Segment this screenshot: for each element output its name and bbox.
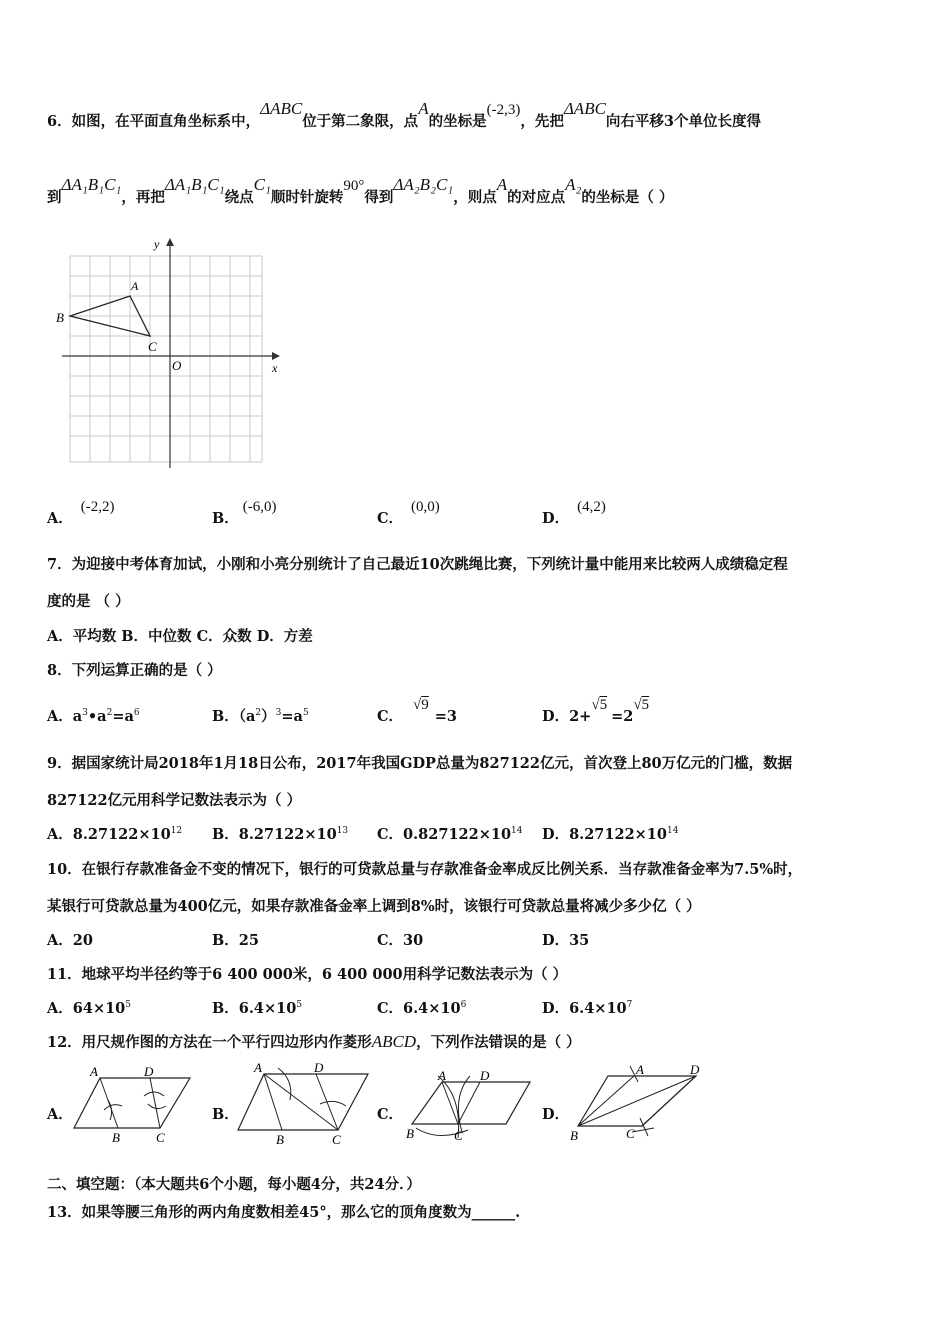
q12-stem: 12．用尺规作图的方法在一个平行四边形内作菱形ABCD，下列作法错误的是（ ） (47, 1032, 581, 1051)
q13: 13．如果等腰三角形的两内角度数相差45°，那么它的顶角度数为______. (47, 1204, 521, 1221)
q12-figure-d (568, 1060, 708, 1146)
label-y: y (154, 237, 160, 251)
q7-line2: 度的是 （ ） (47, 593, 130, 610)
q9-option-d[interactable]: D．$8.27122\times 10^{14}$ (542, 826, 679, 843)
q11-option-b[interactable]: B．$6.4\times 10^5$ (212, 1000, 303, 1017)
q10-option-d[interactable]: D．35 (542, 932, 590, 949)
svg-text:C: C (156, 1130, 165, 1145)
q8-option-d[interactable]: D．2+√5=2√5 (542, 697, 650, 725)
svg-text:B: B (570, 1128, 578, 1143)
label-x: x (272, 361, 278, 375)
q8-stem: 8．下列运算正确的是（ ） (47, 662, 222, 679)
q10-option-b[interactable]: B．25 (212, 932, 259, 949)
q8-option-b[interactable]: B．$(a^2)^3=a^5$ (212, 708, 309, 725)
svg-text:A: A (254, 1060, 262, 1075)
q12-figure-c (402, 1066, 532, 1146)
triangle-abc: ΔABC (260, 99, 303, 118)
radicand-5b: 5 (641, 697, 650, 713)
radicand-5a: 5 (599, 697, 608, 713)
q6-coordinate-figure (50, 236, 290, 472)
q6-option-a[interactable]: A．(-2,2) (47, 499, 115, 527)
rhombus-abcd: ABCD (371, 1032, 417, 1051)
label-origin: O (172, 358, 182, 373)
label-a: A (131, 279, 139, 293)
q12-option-d-label[interactable]: D． (542, 1106, 570, 1123)
q6-option-c[interactable]: C．(0,0) (377, 499, 440, 527)
q6-line1: 6．如图，在平面直角坐标系中，ΔABC位于第二象限，点A的坐标是(-2,3)，先把ΔABC向右平移3个单位长度得 (47, 99, 762, 130)
q12-figure-a (70, 1066, 200, 1146)
svg-text:D: D (690, 1062, 700, 1077)
svg-text:A: A (90, 1066, 98, 1079)
label-b: B (56, 310, 64, 325)
triangle-a1b1c1-2: ΔA₁B₁C₁ (164, 175, 225, 194)
q6-option-b[interactable]: B．(-6,0) (212, 499, 277, 527)
q12-figure-b (234, 1060, 374, 1146)
q12-option-a-label[interactable]: A． (47, 1106, 73, 1123)
svg-text:C: C (332, 1132, 341, 1146)
point-c1: C₁ (253, 175, 271, 194)
y-axis-arrow (166, 238, 174, 246)
angle-90: 90° (343, 178, 365, 194)
coord-a: (-2,3) (486, 102, 521, 118)
q6-line2: 到ΔA₁B₁C₁，再把ΔA₁B₁C₁绕点C₁顺时针旋转90°得到ΔA₂B₂C₁，则点A的对应点A₂的坐标是（ ） (47, 175, 674, 206)
q10-line1: 10．在银行存款准备金不变的情况下，银行的可贷款总量与存款准备金率成反比例关系．当存款准备金率为7.5%时， (47, 861, 803, 878)
q7-options[interactable]: A．平均数 B．中位数 C．众数 D．方差 (47, 628, 313, 645)
point-a: A (418, 99, 429, 118)
q11-stem: 11．地球平均半径约等于6 400 000米，6 400 000用科学记数法表示为（ ） (47, 966, 568, 983)
grid-lines (70, 256, 262, 462)
q11-option-c[interactable]: C．$6.4\times 10^6$ (377, 1000, 467, 1017)
triangle-abc-2: ΔABC (563, 99, 606, 118)
svg-text:B: B (276, 1132, 284, 1146)
q10-line2: 某银行可贷款总量为400亿元，如果存款准备金率上调到8%时，该银行可贷款总量将减少多少亿（ ） (47, 898, 701, 915)
svg-text:B: B (112, 1130, 120, 1145)
svg-text:D: D (480, 1068, 490, 1083)
q6-option-d[interactable]: D．(4,2) (542, 499, 606, 527)
x-axis-arrow (272, 352, 280, 360)
svg-text:D: D (314, 1060, 324, 1075)
svg-text:D: D (144, 1066, 154, 1079)
q10-option-c[interactable]: C．30 (377, 932, 424, 949)
q11-option-d[interactable]: D．$6.4\times 10^7$ (542, 1000, 633, 1017)
svg-text:C: C (626, 1126, 635, 1141)
svg-text:A: A (438, 1068, 446, 1083)
q9-option-b[interactable]: B．$8.27122\times 10^{13}$ (212, 826, 349, 843)
radicand-9: 9 (421, 697, 429, 713)
q7-line1: 7．为迎接中考体育加试，小刚和小亮分别统计了自己最近10次跳绳比赛，下列统计量中能用来比较两人成绩稳定程 (47, 556, 788, 573)
section-2-heading: 二、填空题：（本大题共6个小题，每小题4分，共24分．） (47, 1176, 421, 1193)
q10-option-a[interactable]: A．20 (47, 932, 93, 949)
q9-option-c[interactable]: C．$0.827122\times 10^{14}$ (377, 826, 523, 843)
q8-option-a[interactable]: A．$a^3•a^2=a^6$ (47, 708, 140, 725)
label-c: C (148, 339, 157, 354)
q8-option-c[interactable]: C．√9=3 (377, 697, 458, 725)
svg-text:A: A (636, 1062, 644, 1077)
q12-option-b-label[interactable]: B． (212, 1106, 239, 1123)
q9-line1: 9．据国家统计局2018年1月18日公布，2017年我国GDP总量为827122亿元，首次登上80万亿元的门槛，数据 (47, 755, 793, 772)
triangle-a1b1c1: ΔA₁B₁C₁ (61, 175, 122, 194)
q11-option-a[interactable]: A．$64\times 10^5$ (47, 1000, 132, 1017)
q9-option-a[interactable]: A．$8.27122\times 10^{12}$ (47, 826, 183, 843)
point-a-2: A (496, 175, 508, 194)
svg-text:C: C (454, 1128, 463, 1143)
q12-option-c-label[interactable]: C． (377, 1106, 404, 1123)
triangle-a2b2c1: ΔA₂B₂C₁ (393, 175, 454, 194)
q9-line2: 827122亿元用科学记数法表示为（ ） (47, 792, 302, 809)
point-a2: A₂ (565, 175, 582, 194)
svg-text:B: B (406, 1126, 414, 1141)
